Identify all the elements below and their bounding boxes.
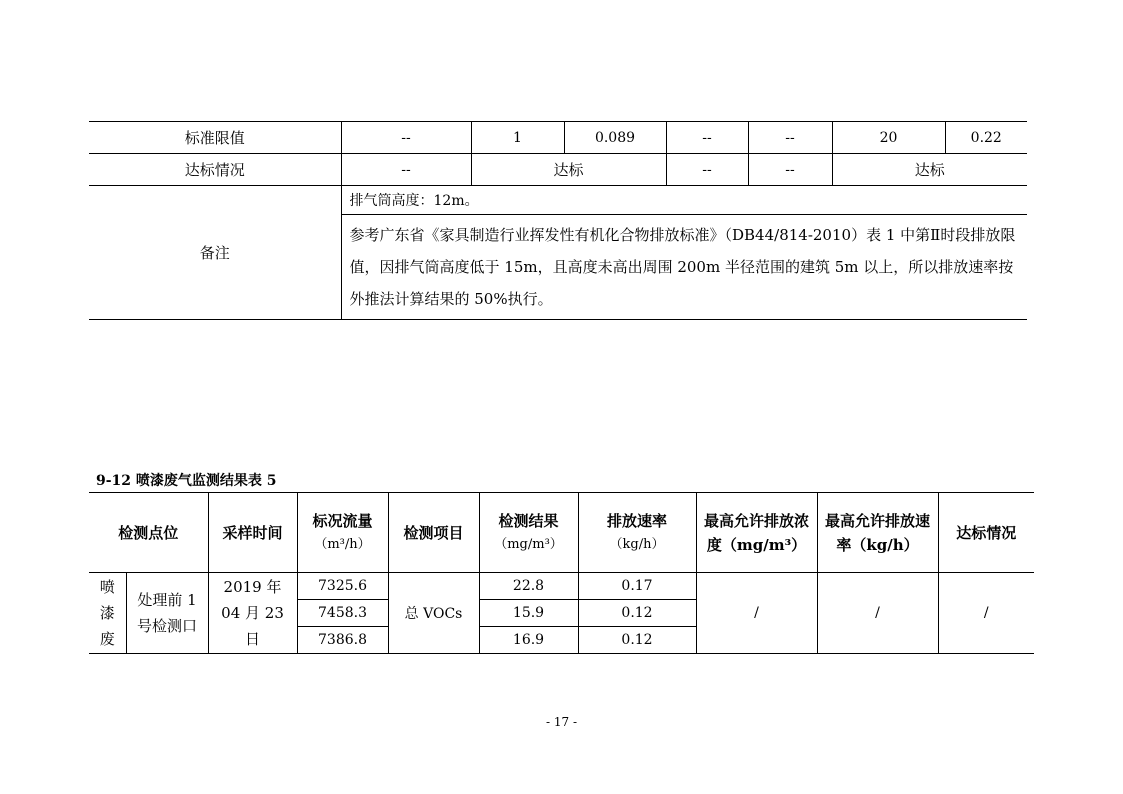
header-time: 采样时间 <box>208 493 297 573</box>
remarks-row <box>89 186 1027 215</box>
table-caption: 9-12 喷漆废气监测结果表 5 <box>96 473 277 489</box>
data-row <box>89 573 1034 600</box>
compliance-value-cell: -- <box>666 154 748 186</box>
rate-cell: 0.12 <box>578 627 696 654</box>
header-flow-unit: （m³/h） <box>314 536 371 552</box>
row-label-remarks: 备注 <box>89 186 341 320</box>
standard-limits-table <box>89 121 1027 320</box>
row-label-compliance: 达标情况 <box>89 154 341 186</box>
page-number: - 17 - <box>545 715 577 729</box>
standard-value-cell: -- <box>666 122 748 154</box>
header-compliance: 达标情况 <box>938 493 1034 573</box>
remark-stack-height: 排气筒高度：12m。 <box>341 186 1027 215</box>
monitoring-results-table <box>89 492 1034 654</box>
standard-value-cell: -- <box>748 122 832 154</box>
compliance-row <box>89 154 1027 186</box>
header-flow-label: 标况流量 <box>312 511 373 530</box>
header-flow <box>297 493 388 573</box>
remark-standard-reference: 参考广东省《家具制造行业挥发性有机化合物排放标准》（DB44/814-2010）表 1 中第Ⅱ时段排放限值，因排气筒高度低于 15m，且高度未高出周围 200m 半径范围的建筑 5m 以上，所以排放速率按外推法计算结果的 50%执行。 <box>341 215 1027 320</box>
standard-value-cell: 0.22 <box>945 122 1027 154</box>
header-rate <box>578 493 696 573</box>
result-cell: 16.9 <box>479 627 578 654</box>
compliance-value-cell: 达标 <box>832 154 1027 186</box>
item-cell: 总 VOCs <box>388 573 479 654</box>
flow-cell: 7386.8 <box>297 627 388 654</box>
compliance-cell: / <box>938 573 1034 654</box>
compliance-value-cell: -- <box>748 154 832 186</box>
header-max-rate: 最高允许排放速率（kg/h） <box>817 493 938 573</box>
header-row <box>89 493 1034 573</box>
result-cell: 15.9 <box>479 600 578 627</box>
header-max-concentration: 最高允许排放浓度（mg/m³） <box>696 493 817 573</box>
standard-value-cell: 1 <box>471 122 564 154</box>
date-cell: 2019 年 04 月 23 日 <box>208 573 297 654</box>
compliance-value-cell: 达标 <box>471 154 666 186</box>
max-rate-cell: / <box>817 573 938 654</box>
flow-cell: 7458.3 <box>297 600 388 627</box>
header-point: 检测点位 <box>89 493 208 573</box>
point-name-cell: 处理前 1 号检测口 <box>126 573 208 654</box>
max-concentration-cell: / <box>696 573 817 654</box>
compliance-value-cell: -- <box>341 154 471 186</box>
header-result <box>479 493 578 573</box>
header-rate-unit: （kg/h） <box>609 536 665 552</box>
header-result-unit: （mg/m³） <box>494 536 563 552</box>
flow-cell: 7325.6 <box>297 573 388 600</box>
result-cell: 22.8 <box>479 573 578 600</box>
header-item: 检测项目 <box>388 493 479 573</box>
header-rate-label: 排放速率 <box>607 511 668 530</box>
standard-limit-row <box>89 122 1027 154</box>
rate-cell: 0.17 <box>578 573 696 600</box>
standard-value-cell: -- <box>341 122 471 154</box>
rate-cell: 0.12 <box>578 600 696 627</box>
header-result-label: 检测结果 <box>498 511 559 530</box>
standard-value-cell: 0.089 <box>564 122 666 154</box>
row-label-standard: 标准限值 <box>89 122 341 154</box>
standard-value-cell: 20 <box>832 122 945 154</box>
category-cell: 喷漆废 <box>89 573 126 654</box>
